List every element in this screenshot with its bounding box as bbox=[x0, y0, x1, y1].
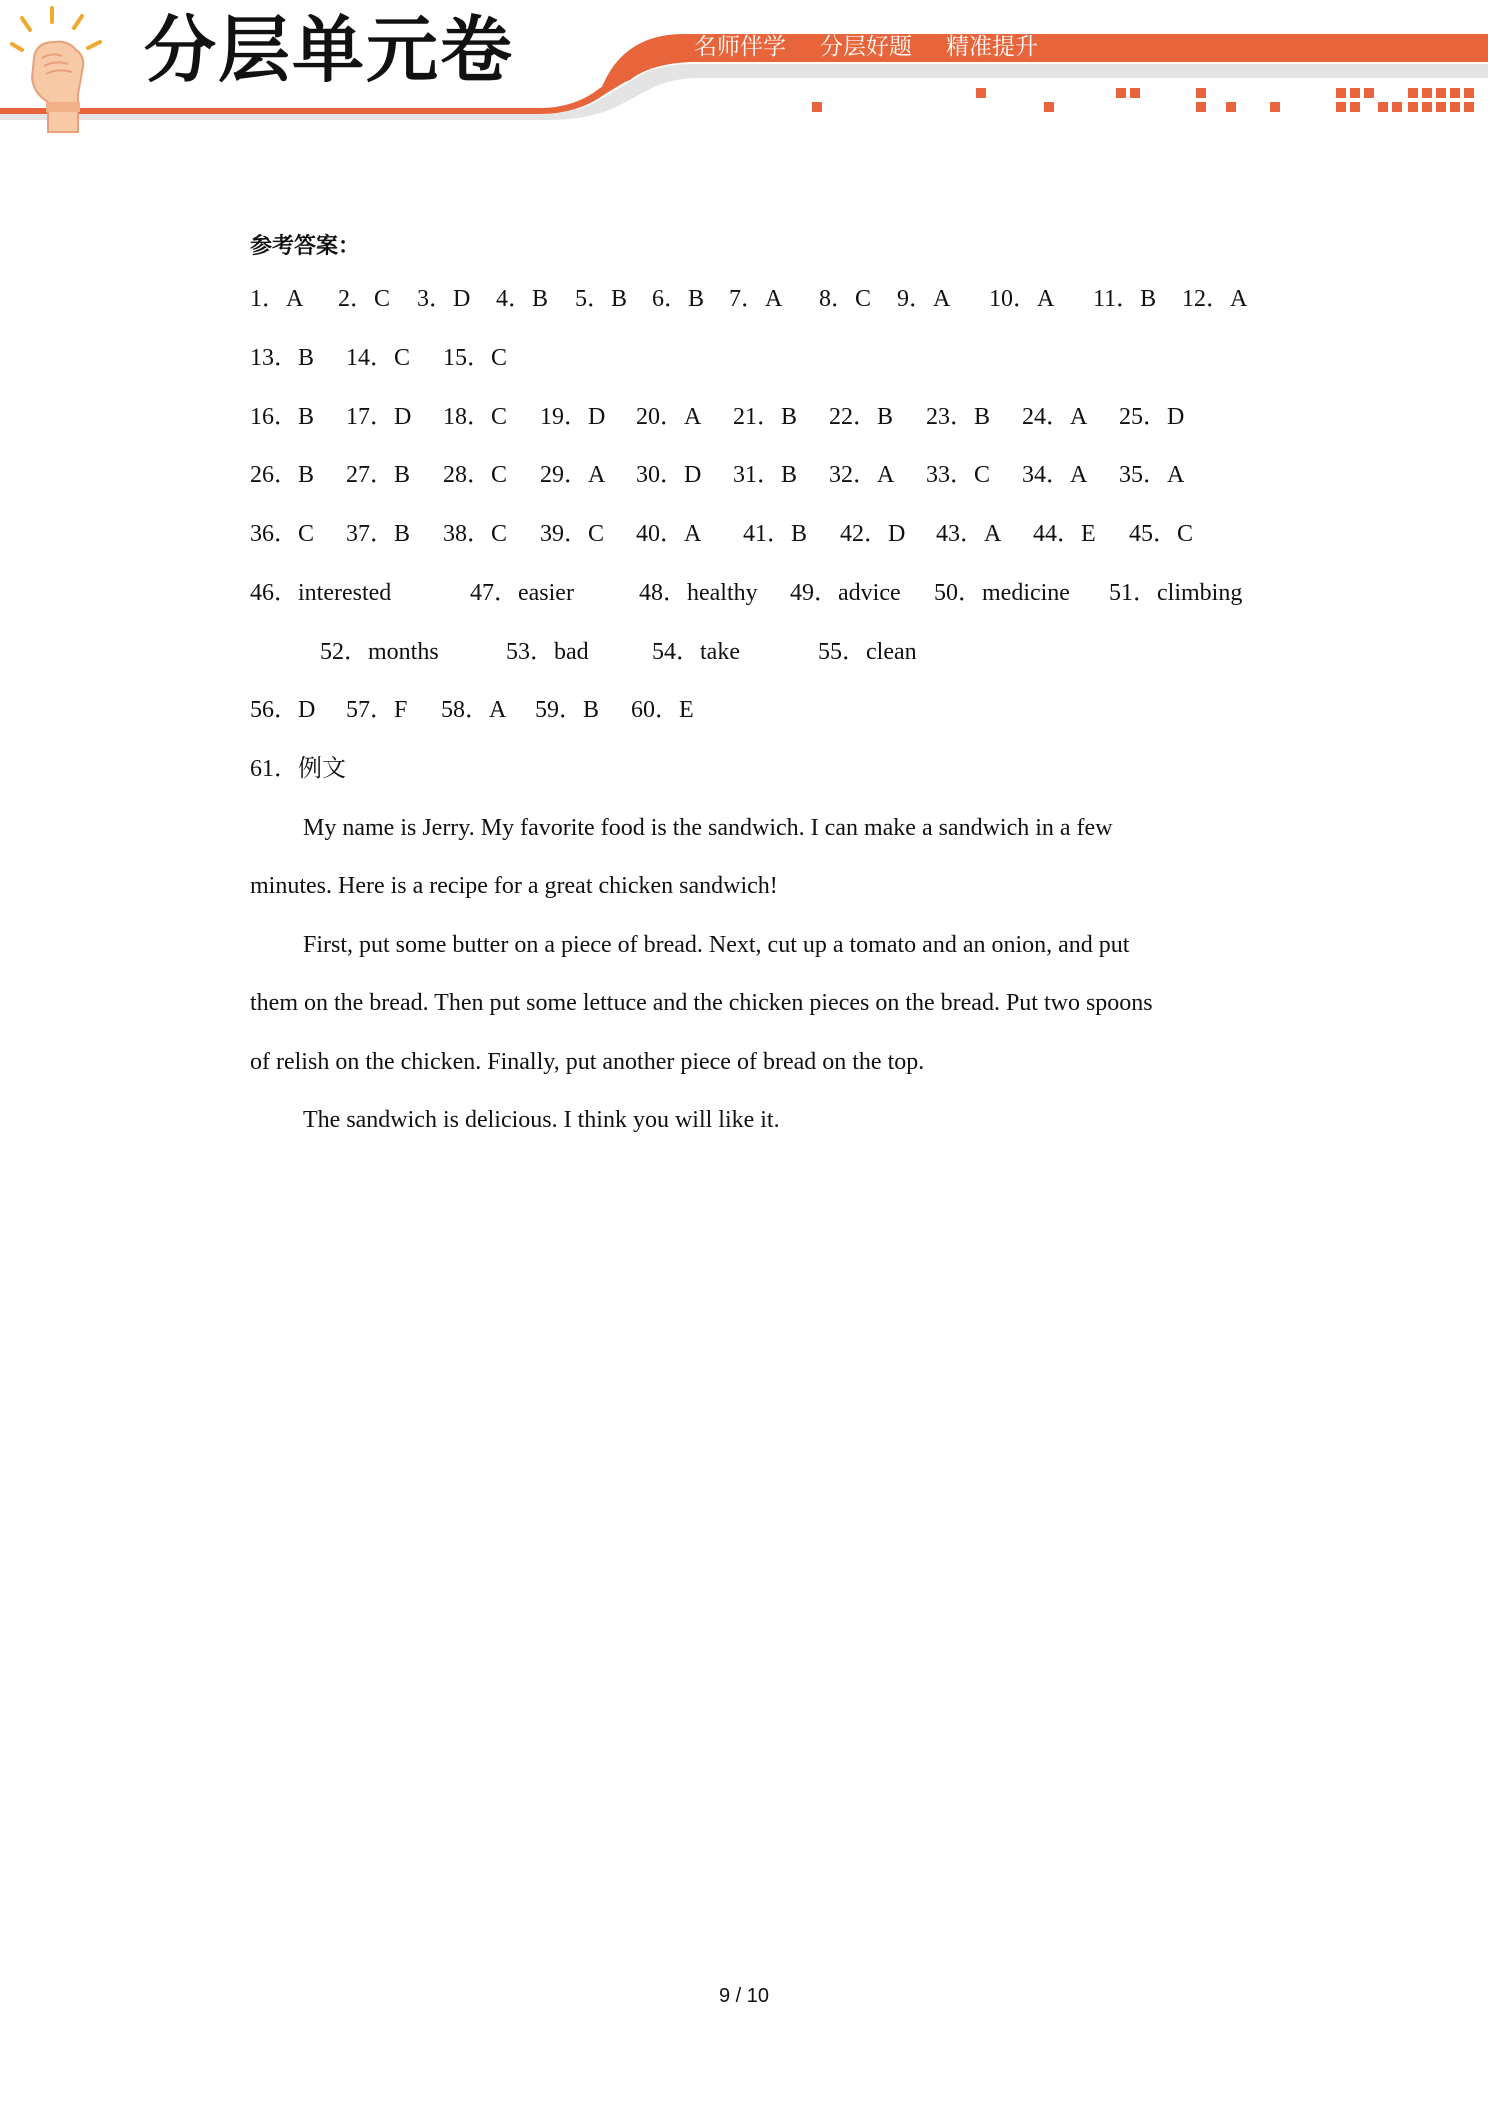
slogan-1: 名师伴学 bbox=[694, 34, 786, 60]
answer-item: 34．A bbox=[1022, 462, 1088, 488]
page-number: 9 / 10 bbox=[718, 1985, 770, 2007]
answer-item: 23．B bbox=[926, 404, 991, 430]
answer-item: 24．A bbox=[1022, 404, 1088, 430]
answer-item: 49．advice bbox=[790, 580, 901, 606]
slogan-2: 分层好题 bbox=[820, 34, 912, 60]
answer-item: 36．C bbox=[250, 521, 315, 547]
answer-item: 60．E bbox=[631, 697, 694, 723]
answer-item: 16．B bbox=[250, 404, 315, 430]
answer-item: 10．A bbox=[989, 286, 1055, 312]
answer-item: 54．take bbox=[652, 639, 740, 665]
answer-item: 13．B bbox=[250, 345, 315, 371]
essay-line: My name is Jerry. My favorite food is the sandwich. I can make a sandwich in a few bbox=[303, 815, 1113, 841]
answer-item: 47．easier bbox=[470, 580, 574, 606]
answer-item: 17．D bbox=[346, 404, 412, 430]
answer-item: 56．D bbox=[250, 697, 316, 723]
answer-item: 25．D bbox=[1119, 404, 1185, 430]
answer-item: 5．B bbox=[575, 286, 628, 312]
answer-item: 48．healthy bbox=[639, 580, 758, 606]
answer-item: 18．C bbox=[443, 404, 508, 430]
answer-item: 35．A bbox=[1119, 462, 1185, 488]
answer-item: 29．A bbox=[540, 462, 606, 488]
answer-item: 30．D bbox=[636, 462, 702, 488]
answer-item: 44．E bbox=[1033, 521, 1096, 547]
answer-item: 3．D bbox=[417, 286, 471, 312]
essay-line: The sandwich is delicious. I think you will like it. bbox=[303, 1107, 780, 1133]
essay-line: First, put some butter on a piece of bread. Next, cut up a tomato and an onion, and put bbox=[303, 932, 1130, 958]
answer-item: 9．A bbox=[897, 286, 951, 312]
answer-item: 12．A bbox=[1182, 286, 1248, 312]
answer-item: 14．C bbox=[346, 345, 411, 371]
answer-item: 51．climbing bbox=[1109, 580, 1243, 606]
answer-item: 50．medicine bbox=[934, 580, 1070, 606]
fist-icon bbox=[8, 6, 118, 134]
answer-item: 46．interested bbox=[250, 580, 392, 606]
answer-item: 27．B bbox=[346, 462, 411, 488]
answer-item: 39．C bbox=[540, 521, 605, 547]
essay-line: them on the bread. Then put some lettuce and the chicken pieces on the bread. Put two spoons bbox=[250, 990, 1153, 1016]
answer-item: 55．clean bbox=[818, 639, 917, 665]
answer-item: 43．A bbox=[936, 521, 1002, 547]
answer-item: 58．A bbox=[441, 697, 507, 723]
answers-heading: 参考答案： bbox=[250, 233, 361, 259]
answer-item: 32．A bbox=[829, 462, 895, 488]
answer-item: 45．C bbox=[1129, 521, 1194, 547]
answer-item: 19．D bbox=[540, 404, 606, 430]
answer-item: 21．B bbox=[733, 404, 798, 430]
answer-item: 59．B bbox=[535, 697, 600, 723]
answer-item: 11．B bbox=[1093, 286, 1157, 312]
essay-label: 61．例文 bbox=[250, 756, 346, 782]
slogan-3: 精准提升 bbox=[946, 34, 1038, 60]
essay-line: minutes. Here is a recipe for a great chicken sandwich! bbox=[250, 873, 778, 899]
answer-item: 2．C bbox=[338, 286, 391, 312]
essay-line: of relish on the chicken. Finally, put another piece of bread on the top. bbox=[250, 1049, 925, 1075]
answer-item: 26．B bbox=[250, 462, 315, 488]
answer-item: 20．A bbox=[636, 404, 702, 430]
answer-item: 52．months bbox=[320, 639, 439, 665]
page-header bbox=[0, 0, 1488, 130]
brand-title: 分层单元卷 bbox=[144, 8, 515, 92]
answer-item: 40．A bbox=[636, 521, 702, 547]
answer-item: 1．A bbox=[250, 286, 304, 312]
answer-item: 6．B bbox=[652, 286, 705, 312]
answer-item: 57．F bbox=[346, 697, 408, 723]
answer-item: 15．C bbox=[443, 345, 508, 371]
answer-item: 4．B bbox=[496, 286, 549, 312]
answer-item: 28．C bbox=[443, 462, 508, 488]
answer-item: 31．B bbox=[733, 462, 798, 488]
answer-item: 37．B bbox=[346, 521, 411, 547]
answer-item: 38．C bbox=[443, 521, 508, 547]
answer-item: 22．B bbox=[829, 404, 894, 430]
answer-item: 7．A bbox=[729, 286, 783, 312]
answer-item: 33．C bbox=[926, 462, 991, 488]
answer-item: 8．C bbox=[819, 286, 872, 312]
answer-item: 53．bad bbox=[506, 639, 589, 665]
answer-item: 42．D bbox=[840, 521, 906, 547]
answer-item: 41．B bbox=[743, 521, 808, 547]
